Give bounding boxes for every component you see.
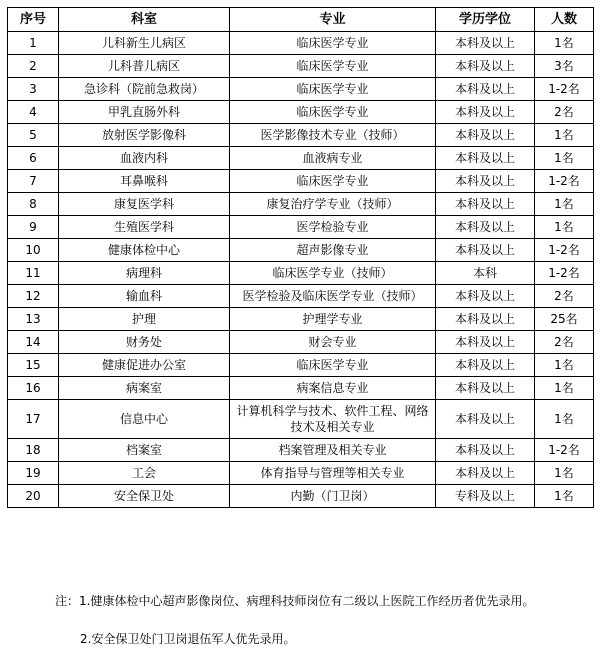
cell-major: 临床医学专业 (230, 170, 436, 193)
cell-degree: 本科及以上 (436, 354, 535, 377)
cell-degree: 本科及以上 (436, 32, 535, 55)
cell-count: 1名 (535, 216, 594, 239)
cell-degree: 本科及以上 (436, 170, 535, 193)
cell-degree: 本科及以上 (436, 308, 535, 331)
table-row (8, 285, 594, 308)
cell-department: 儿科新生儿病区 (59, 32, 230, 55)
cell-major: 康复治疗学专业（技师） (230, 193, 436, 216)
cell-department: 输血科 (59, 285, 230, 308)
cell-count: 1名 (535, 147, 594, 170)
cell-department: 护理 (59, 308, 230, 331)
cell-major: 临床医学专业 (230, 78, 436, 101)
cell-major: 临床医学专业 (230, 101, 436, 124)
note-2: 2.安全保卫处门卫岗退伍军人优先录用。 (80, 632, 296, 646)
cell-count: 2名 (535, 331, 594, 354)
cell-count: 1-2名 (535, 78, 594, 101)
cell-major: 病案信息专业 (230, 377, 436, 400)
cell-count: 1-2名 (535, 170, 594, 193)
table-row (8, 485, 594, 508)
cell-index: 19 (8, 462, 59, 485)
cell-major: 血液病专业 (230, 147, 436, 170)
table-row (8, 78, 594, 101)
cell-department: 健康促进办公室 (59, 354, 230, 377)
table-row (8, 377, 594, 400)
cell-index: 20 (8, 485, 59, 508)
table-row (8, 124, 594, 147)
cell-major: 临床医学专业 (230, 32, 436, 55)
table-row (8, 331, 594, 354)
table-row (8, 193, 594, 216)
cell-major: 超声影像专业 (230, 239, 436, 262)
cell-count: 2名 (535, 285, 594, 308)
table-row (8, 439, 594, 462)
cell-department: 康复医学科 (59, 193, 230, 216)
cell-count: 1-2名 (535, 439, 594, 462)
cell-department: 病理科 (59, 262, 230, 285)
cell-index: 9 (8, 216, 59, 239)
cell-count: 1名 (535, 377, 594, 400)
cell-major: 医学检验专业 (230, 216, 436, 239)
cell-index: 1 (8, 32, 59, 55)
cell-index: 3 (8, 78, 59, 101)
note-1: 注：1.健康体检中心超声影像岗位、病理科技师岗位有二级以上医院工作经历者优先录用。 (55, 594, 535, 608)
cell-degree: 本科及以上 (436, 124, 535, 147)
cell-index: 16 (8, 377, 59, 400)
table-row (8, 32, 594, 55)
cell-degree: 本科及以上 (436, 377, 535, 400)
cell-index: 15 (8, 354, 59, 377)
cell-department: 安全保卫处 (59, 485, 230, 508)
cell-degree: 本科及以上 (436, 55, 535, 78)
cell-major: 医学影像技术专业（技师） (230, 124, 436, 147)
cell-degree: 本科及以上 (436, 285, 535, 308)
table-row (8, 354, 594, 377)
cell-major: 内勤（门卫岗） (230, 485, 436, 508)
cell-count: 1名 (535, 32, 594, 55)
cell-degree: 本科 (436, 262, 535, 285)
cell-degree: 本科及以上 (436, 147, 535, 170)
cell-department: 甲乳直肠外科 (59, 101, 230, 124)
cell-index: 14 (8, 331, 59, 354)
cell-department: 财务处 (59, 331, 230, 354)
cell-degree: 专科及以上 (436, 485, 535, 508)
cell-index: 13 (8, 308, 59, 331)
cell-department: 档案室 (59, 439, 230, 462)
cell-index: 5 (8, 124, 59, 147)
cell-major: 临床医学专业 (230, 55, 436, 78)
table-row (8, 170, 594, 193)
cell-major: 体育指导与管理等相关专业 (230, 462, 436, 485)
cell-major: 护理学专业 (230, 308, 436, 331)
cell-index: 2 (8, 55, 59, 78)
header-department: 科室 (59, 8, 230, 32)
cell-major: 财会专业 (230, 331, 436, 354)
cell-index: 4 (8, 101, 59, 124)
cell-department: 信息中心 (59, 400, 230, 439)
table-row (8, 400, 594, 439)
cell-degree: 本科及以上 (436, 239, 535, 262)
cell-count: 1名 (535, 400, 594, 439)
cell-count: 3名 (535, 55, 594, 78)
cell-count: 25名 (535, 308, 594, 331)
table-row (8, 216, 594, 239)
cell-major: 档案管理及相关专业 (230, 439, 436, 462)
cell-degree: 本科及以上 (436, 462, 535, 485)
header-count: 人数 (535, 8, 594, 32)
cell-index: 12 (8, 285, 59, 308)
table-header-row (8, 8, 594, 32)
cell-degree: 本科及以上 (436, 101, 535, 124)
cell-department: 儿科普儿病区 (59, 55, 230, 78)
header-degree: 学历学位 (436, 8, 535, 32)
cell-count: 1-2名 (535, 239, 594, 262)
recruitment-table (7, 7, 594, 508)
cell-count: 1名 (535, 124, 594, 147)
cell-index: 8 (8, 193, 59, 216)
cell-count: 2名 (535, 101, 594, 124)
cell-major: 临床医学专业（技师） (230, 262, 436, 285)
header-major: 专业 (230, 8, 436, 32)
cell-degree: 本科及以上 (436, 331, 535, 354)
cell-department: 急诊科（院前急救岗） (59, 78, 230, 101)
cell-major: 医学检验及临床医学专业（技师） (230, 285, 436, 308)
cell-department: 病案室 (59, 377, 230, 400)
table-row (8, 308, 594, 331)
cell-major: 临床医学专业 (230, 354, 436, 377)
cell-count: 1-2名 (535, 262, 594, 285)
cell-degree: 本科及以上 (436, 193, 535, 216)
cell-index: 7 (8, 170, 59, 193)
cell-department: 放射医学影像科 (59, 124, 230, 147)
table-row (8, 462, 594, 485)
cell-department: 耳鼻喉科 (59, 170, 230, 193)
cell-degree: 本科及以上 (436, 400, 535, 439)
cell-count: 1名 (535, 193, 594, 216)
cell-index: 10 (8, 239, 59, 262)
table-row (8, 55, 594, 78)
cell-department: 生殖医学科 (59, 216, 230, 239)
cell-count: 1名 (535, 354, 594, 377)
cell-department: 健康体检中心 (59, 239, 230, 262)
cell-degree: 本科及以上 (436, 439, 535, 462)
cell-index: 18 (8, 439, 59, 462)
cell-degree: 本科及以上 (436, 78, 535, 101)
header-index: 序号 (8, 8, 59, 32)
cell-department: 血液内科 (59, 147, 230, 170)
cell-index: 11 (8, 262, 59, 285)
cell-department: 工会 (59, 462, 230, 485)
cell-index: 17 (8, 400, 59, 439)
table-body (8, 32, 594, 508)
cell-count: 1名 (535, 485, 594, 508)
table-row (8, 239, 594, 262)
cell-degree: 本科及以上 (436, 216, 535, 239)
cell-count: 1名 (535, 462, 594, 485)
cell-major: 计算机科学与技术、软件工程、网络技术及相关专业 (230, 400, 436, 439)
table-row (8, 147, 594, 170)
table-row (8, 101, 594, 124)
table-row (8, 262, 594, 285)
cell-index: 6 (8, 147, 59, 170)
